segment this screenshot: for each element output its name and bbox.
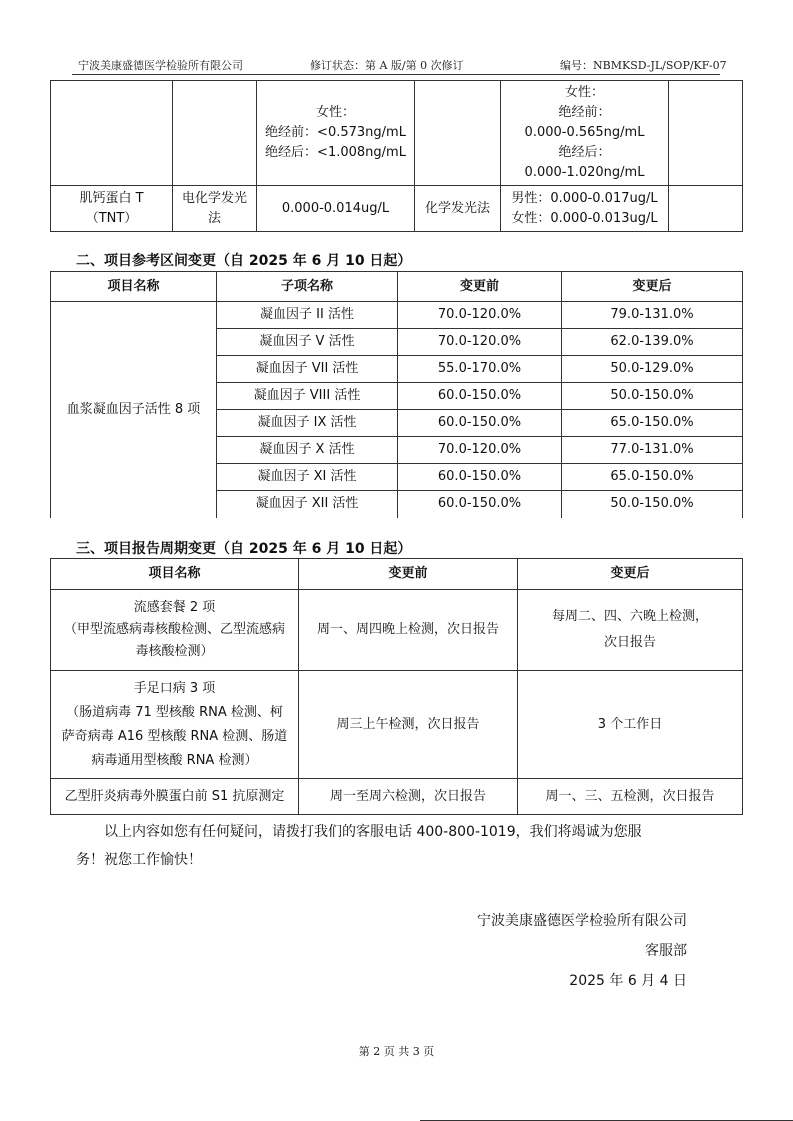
column-header: 变更前 [299, 559, 518, 590]
table-header-row [51, 272, 743, 302]
header-divider [72, 74, 720, 75]
before-cell: 70.0-120.0% [398, 329, 562, 356]
before-cell: 60.0-150.0% [398, 383, 562, 410]
after-cell: 周一、三、五检测，次日报告 [518, 779, 743, 815]
table-row [51, 779, 743, 815]
before-cell: 70.0-120.0% [398, 302, 562, 329]
column-header: 子项名称 [217, 272, 398, 302]
method-after-cell: 化学发光法 [415, 186, 501, 232]
sub-item-cell: 凝血因子 IX 活性 [217, 410, 398, 437]
table-row [51, 590, 743, 671]
after-cell: 62.0-139.0% [562, 329, 743, 356]
sub-item-cell: 凝血因子 VII 活性 [217, 356, 398, 383]
table-reference-continued [50, 80, 743, 232]
sub-item-cell: 凝血因子 X 活性 [217, 437, 398, 464]
section3-title: 三、项目报告周期变更（自 2025 年 6 月 10 日起） [76, 541, 412, 557]
table-report-cycle-change [50, 558, 743, 815]
method-before-cell: 电化学发光 法 [173, 186, 257, 232]
before-cell: 55.0-170.0% [398, 356, 562, 383]
after-cell: 女性： 绝经前： 0.000-0.565ng/mL 绝经后： 0.000-1.020ng/mL [501, 81, 669, 186]
table-reference-change [50, 271, 743, 518]
sub-item-cell: 凝血因子 XII 活性 [217, 491, 398, 518]
sub-item-cell: 凝血因子 VIII 活性 [217, 383, 398, 410]
before-cell: 0.000-0.014ug/L [257, 186, 415, 232]
after-cell: 50.0-150.0% [562, 383, 743, 410]
group-name-cell: 血浆凝血因子活性 8 项 [51, 302, 217, 518]
table-row [51, 81, 743, 186]
column-header: 项目名称 [51, 559, 299, 590]
after-cell: 50.0-129.0% [562, 356, 743, 383]
after-cell: 男性：0.000-0.017ug/L 女性：0.000-0.013ug/L [501, 186, 669, 232]
before-cell: 女性： 绝经前：<0.573ng/mL 绝经后：<1.008ng/mL [257, 81, 415, 186]
table-header-row [51, 559, 743, 590]
after-cell: 3 个工作日 [518, 671, 743, 779]
signature-company: 宁波美康盛德医学检验所有限公司 [477, 913, 687, 929]
before-cell: 周一至周六检测，次日报告 [299, 779, 518, 815]
after-cell: 65.0-150.0% [562, 464, 743, 491]
column-header: 变更后 [518, 559, 743, 590]
column-header: 变更前 [398, 272, 562, 302]
header-revision: 修订状态：第 A 版/第 0 次修订 [310, 59, 464, 72]
header-company: 宁波美康盛德医学检验所有限公司 [78, 59, 243, 72]
item-name-cell: 乙型肝炎病毒外膜蛋白前 S1 抗原测定 [51, 779, 299, 815]
sub-item-cell: 凝血因子 XI 活性 [217, 464, 398, 491]
before-cell: 70.0-120.0% [398, 437, 562, 464]
sub-item-cell: 凝血因子 V 活性 [217, 329, 398, 356]
after-cell: 79.0-131.0% [562, 302, 743, 329]
sub-item-cell: 凝血因子 II 活性 [217, 302, 398, 329]
header-code: 编号：NBMKSD-JL/SOP/KF-07 [560, 59, 727, 72]
table-row [51, 671, 743, 779]
before-cell: 周一、周四晚上检测，次日报告 [299, 590, 518, 671]
before-cell: 60.0-150.0% [398, 464, 562, 491]
item-name-cell: 肌钙蛋白 T （TNT） [51, 186, 173, 232]
before-cell: 60.0-150.0% [398, 491, 562, 518]
after-cell: 77.0-131.0% [562, 437, 743, 464]
closing-line-1: 以上内容如您有任何疑问，请拨打我们的客服电话 400-800-1019，我们将竭诚为您服 [104, 824, 642, 840]
page-header [0, 55, 793, 75]
after-cell: 每周二、四、六晚上检测， 次日报告 [518, 590, 743, 671]
item-name-cell: 手足口病 3 项 （肠道病毒 71 型核酸 RNA 检测、柯 萨奇病毒 A16 型核酸 RNA 检测、肠道 病毒通用型核酸 RNA 检测） [51, 671, 299, 779]
signature-date: 2025 年 6 月 4 日 [569, 973, 687, 989]
after-cell: 50.0-150.0% [562, 491, 743, 518]
page-number: 第 2 页 共 3 页 [358, 1045, 435, 1058]
table-row [51, 186, 743, 232]
column-header: 项目名称 [51, 272, 217, 302]
before-cell: 周三上午检测，次日报告 [299, 671, 518, 779]
closing-line-2: 务！祝您工作愉快！ [76, 852, 202, 868]
column-header: 变更后 [562, 272, 743, 302]
signature-dept: 客服部 [645, 943, 687, 959]
item-name-cell: 流感套餐 2 项 （甲型流感病毒核酸检测、乙型流感病 毒核酸检测） [51, 590, 299, 671]
section2-title: 二、项目参考区间变更（自 2025 年 6 月 10 日起） [76, 253, 412, 269]
table-row [51, 302, 743, 329]
after-cell: 65.0-150.0% [562, 410, 743, 437]
before-cell: 60.0-150.0% [398, 410, 562, 437]
